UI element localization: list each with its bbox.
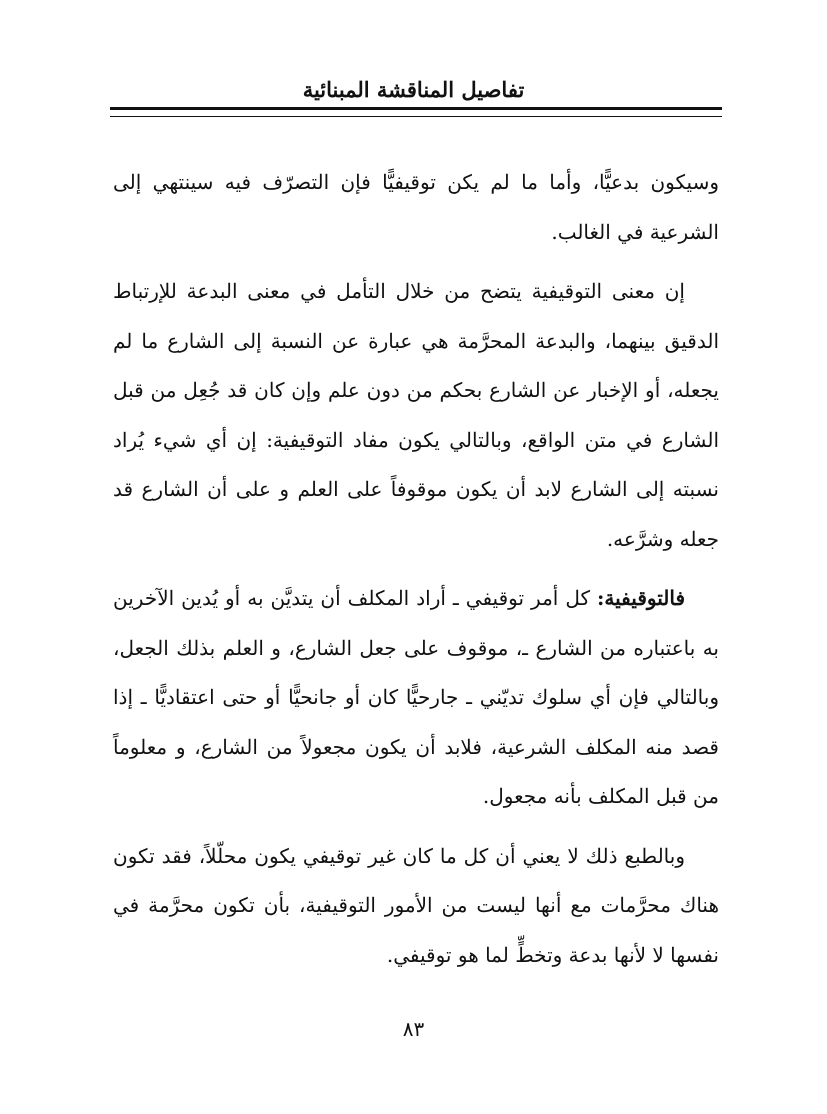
- page-number: ٨٣: [402, 1017, 425, 1041]
- header-rule-thin: [110, 116, 722, 117]
- body-text: [113, 158, 719, 980]
- paragraph-2: إن معنى التوقيفية يتضح من خلال التأمل في معنى البدعة للإرتباط الدقيق بينهما، والبدعة المحرَّمة هي عبارة عن النسبة إلى الشارع ما لم يجعله، أو الإخبار عن الشارع بحكم من دون علم وإن كان قد جُعِل من قبل الشارع في متن الواقع، وبالتالي يكون مفاد التوقيفية: إن أي شيء يُراد نسبته إلى الشارع لابد أن يكون موقوفاً على العلم و على أن الشارع قد جعله وشرَّعه.: [113, 279, 719, 551]
- paragraph-1: وسيكون بدعيًّا، وأما ما لم يكن توقيفيًّا فإن التصرّف فيه سينتهي إلى الشرعية في الغالب.: [113, 170, 719, 244]
- definition-term: فالتوقيفية:: [597, 586, 685, 610]
- header-rule-thick: [110, 107, 722, 110]
- paragraph-3: [113, 574, 719, 822]
- paragraph-4: وبالطبع ذلك لا يعني أن كل ما كان غير توقيفي يكون محلّلاً، فقد تكون هناك محرَّمات مع أنها ليست من الأمور التوقيفية، بأن تكون محرَّمة في نفسها لا لأنها بدعة وتخطٍّ لما هو توقيفي.: [113, 843, 719, 967]
- definition-text: كل أمر توقيفي ـ أراد المكلف أن يتديَّن به أو يُدين الآخرين به باعتباره من الشارع ـ، موقوف على جعل الشارع، و العلم بذلك الجعل، وبالتالي فإن أي سلوك تديّني ـ جارحيًّا كان أو جانحيًّا أو حتى اعتقاديًّا ـ إذا قصد منه المكلف الشرعية، فلابد أن يكون مجعولاً من الشارع، و معلوماً من قبل المكلف بأنه مجعول.: [113, 586, 719, 808]
- running-header-title: تفاصيل المناقشة المبنائية: [302, 77, 525, 102]
